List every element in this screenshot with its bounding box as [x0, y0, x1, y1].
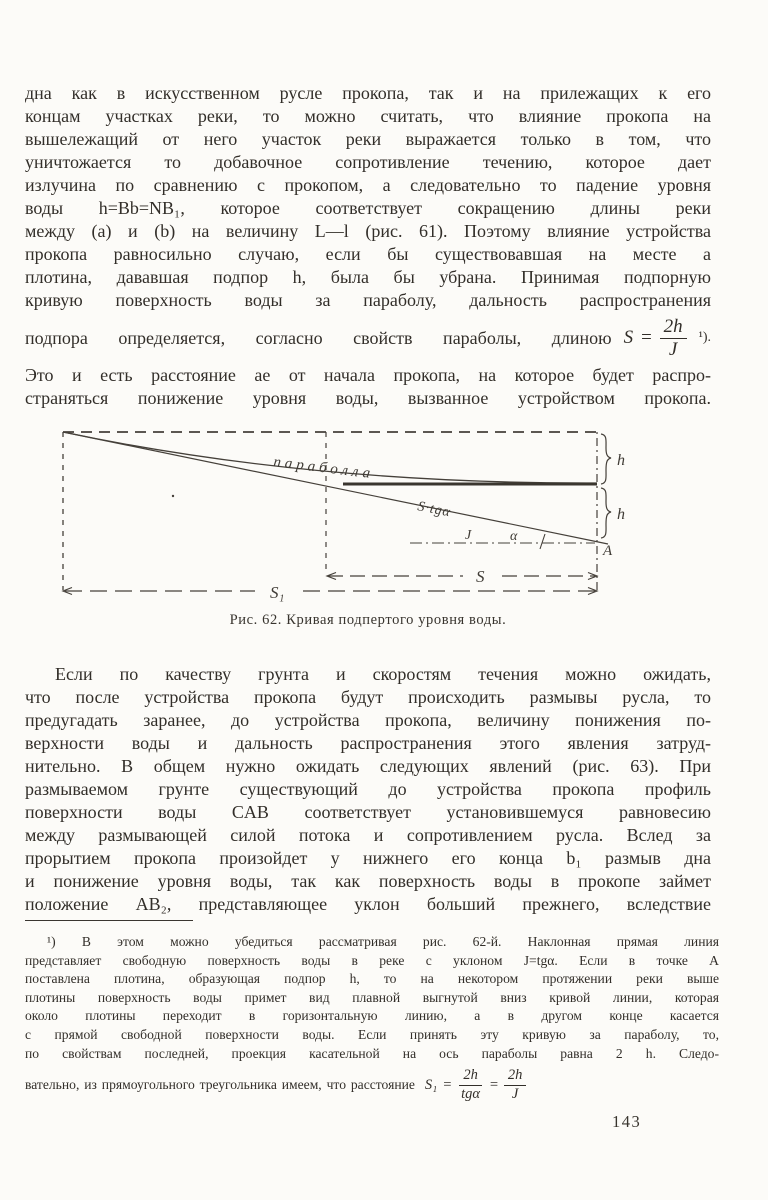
text-line: предугадать заранее, до устройства прокопа, величину понижения по-: [25, 710, 711, 730]
paragraph-2: [25, 663, 711, 916]
fraction-denominator: J: [668, 338, 678, 360]
footnote-formula-line: [25, 1063, 719, 1107]
s1-dim-label: S₁: [270, 583, 285, 602]
text-line: прокопа равносильно случаю, если бы существовавшая на месте a: [25, 244, 711, 264]
text-line: положение AB₂, представляющее уклон больший прежнего, вследствие: [25, 894, 711, 914]
equals-sign: =: [489, 1076, 499, 1093]
footnote-separator: [25, 920, 193, 921]
text-line: нительно. В общем нужно ожидать следующих явлений (рис. 63). При: [25, 756, 711, 776]
text-line: Если по качеству грунта и скоростям течения можно ожидать,: [55, 664, 711, 684]
j-label: J: [465, 528, 472, 543]
alpha-label: α: [510, 529, 518, 544]
free-surface-line: [63, 432, 608, 544]
h-lower-label: h: [617, 506, 625, 523]
text-line: между (a) и (b) на величину L—l (рис. 61). Поэтому влияние устройства: [25, 221, 711, 241]
text-line: плотина, дававшая подпор h, была бы убрана. Принимая подпорную: [25, 267, 711, 287]
upper-h-brace: [601, 434, 611, 484]
lower-h-brace: [601, 488, 611, 538]
text-line: поверхности воды CAB соответствует установившемуся равновесию: [25, 802, 711, 822]
text-line: дна как в искусственном русле прокопа, так и на прилежащих к его: [25, 83, 711, 103]
footnote-line: по свойствам последней, проекция касательной на ось параболы равна 2 h. Следо-: [25, 1045, 719, 1061]
slope-label: S·tgα: [416, 499, 453, 521]
text-line: кривую поверхность воды за параболу, дальность распространения: [25, 290, 711, 310]
text-line: между размывающей силой потока и сопротивлением русла. Вслед за: [25, 825, 711, 845]
text-line: что после устройства прокопа будут происходить размывы русла, то: [25, 687, 711, 707]
text-line: Это и есть расстояние ae от начала прокопа, на которое будет распро-: [25, 365, 711, 385]
ink-speck: [172, 495, 174, 497]
footnote: [25, 933, 719, 1107]
text-line: концам участках реки, то можно считать, что влияние прокопа на: [25, 106, 711, 126]
text-line: страняться понижение уровня воды, вызванное устройством прокопа.: [25, 388, 711, 408]
fraction-numerator: 2h: [504, 1068, 527, 1085]
page-number: 143: [612, 1112, 642, 1131]
fraction-numerator: 2h: [459, 1068, 482, 1085]
footnote-line: с прямой свободной поверхности воды. Если принять эту кривую за параболу, то,: [25, 1026, 719, 1042]
fraction-denominator: J: [511, 1085, 519, 1102]
footnote-line: поставлена плотина, образующая подпор h, то на некотором протяжении реки выше: [25, 971, 719, 987]
formula-s-lhs: S =: [623, 327, 653, 348]
text-line: вышележащий от него участок реки выражается только в том, что: [25, 129, 711, 149]
footnote-marker: ¹).: [698, 330, 711, 345]
formula-line-s: [25, 312, 711, 364]
point-a-label: A: [603, 543, 613, 559]
text-line: верхности воды и дальность распространения этого явления затруд-: [25, 733, 711, 753]
footnote-line: ¹) В этом можно убедиться рассматривая рис. 62-й. Наклонная прямая линия: [47, 934, 719, 949]
footnote-line: плотины поверхность воды примет вид плавной выгнутой вниз кривой линии, которая: [25, 989, 719, 1005]
formula-s1: [425, 1068, 526, 1101]
fraction: [504, 1068, 527, 1101]
text-line: излучина по сравнению с прокопом, а следовательно то падение уровня: [25, 175, 711, 195]
angle-tick: [540, 534, 545, 549]
fraction: [660, 317, 687, 360]
text-line: и понижение уровня воды, так как поверхность воды в прокопе займет: [25, 871, 711, 891]
s-dim-label: S: [476, 567, 485, 586]
fraction-numerator: 2h: [660, 317, 687, 339]
figure-caption: Рис. 62. Кривая подпертого уровня воды.: [229, 612, 507, 628]
h-upper-label: h: [617, 452, 625, 469]
figure-62: [55, 424, 635, 606]
text-line: воды h=Bb=NB₁, которое соответствует сокращению длины реки: [25, 198, 711, 218]
footnote-formula-text: вательно, из прямоугольного треугольника имеем, что расстояние: [25, 1077, 415, 1093]
formula-s: [624, 317, 687, 360]
figure-62-drawing: [55, 424, 635, 606]
fraction: [457, 1068, 484, 1101]
footnote-line: около плотины переходит в горизонтальную линию, а в другом конце касается: [25, 1008, 719, 1024]
text-line: размываемом грунте существующий до устройства прокопа профиль: [25, 779, 711, 799]
text-line: уничтожается то добавочное сопротивление течению, которое дает: [25, 152, 711, 172]
formula-s1-lhs: S₁ =: [424, 1076, 453, 1093]
text-line: прорытием прокопа произойдет у нижнего его конца b₁ размыв дна: [25, 848, 711, 868]
fraction-denominator: tgα: [461, 1085, 481, 1102]
footnote-line: представляет свободную поверхность воды в реке с уклоном J=tgα. Если в точке A: [25, 952, 719, 968]
formula-line-text: подпора определяется, согласно свойств параболы, длиною: [25, 327, 612, 348]
paragraph-1: [25, 82, 711, 410]
parabola-label: параболла: [272, 454, 375, 483]
